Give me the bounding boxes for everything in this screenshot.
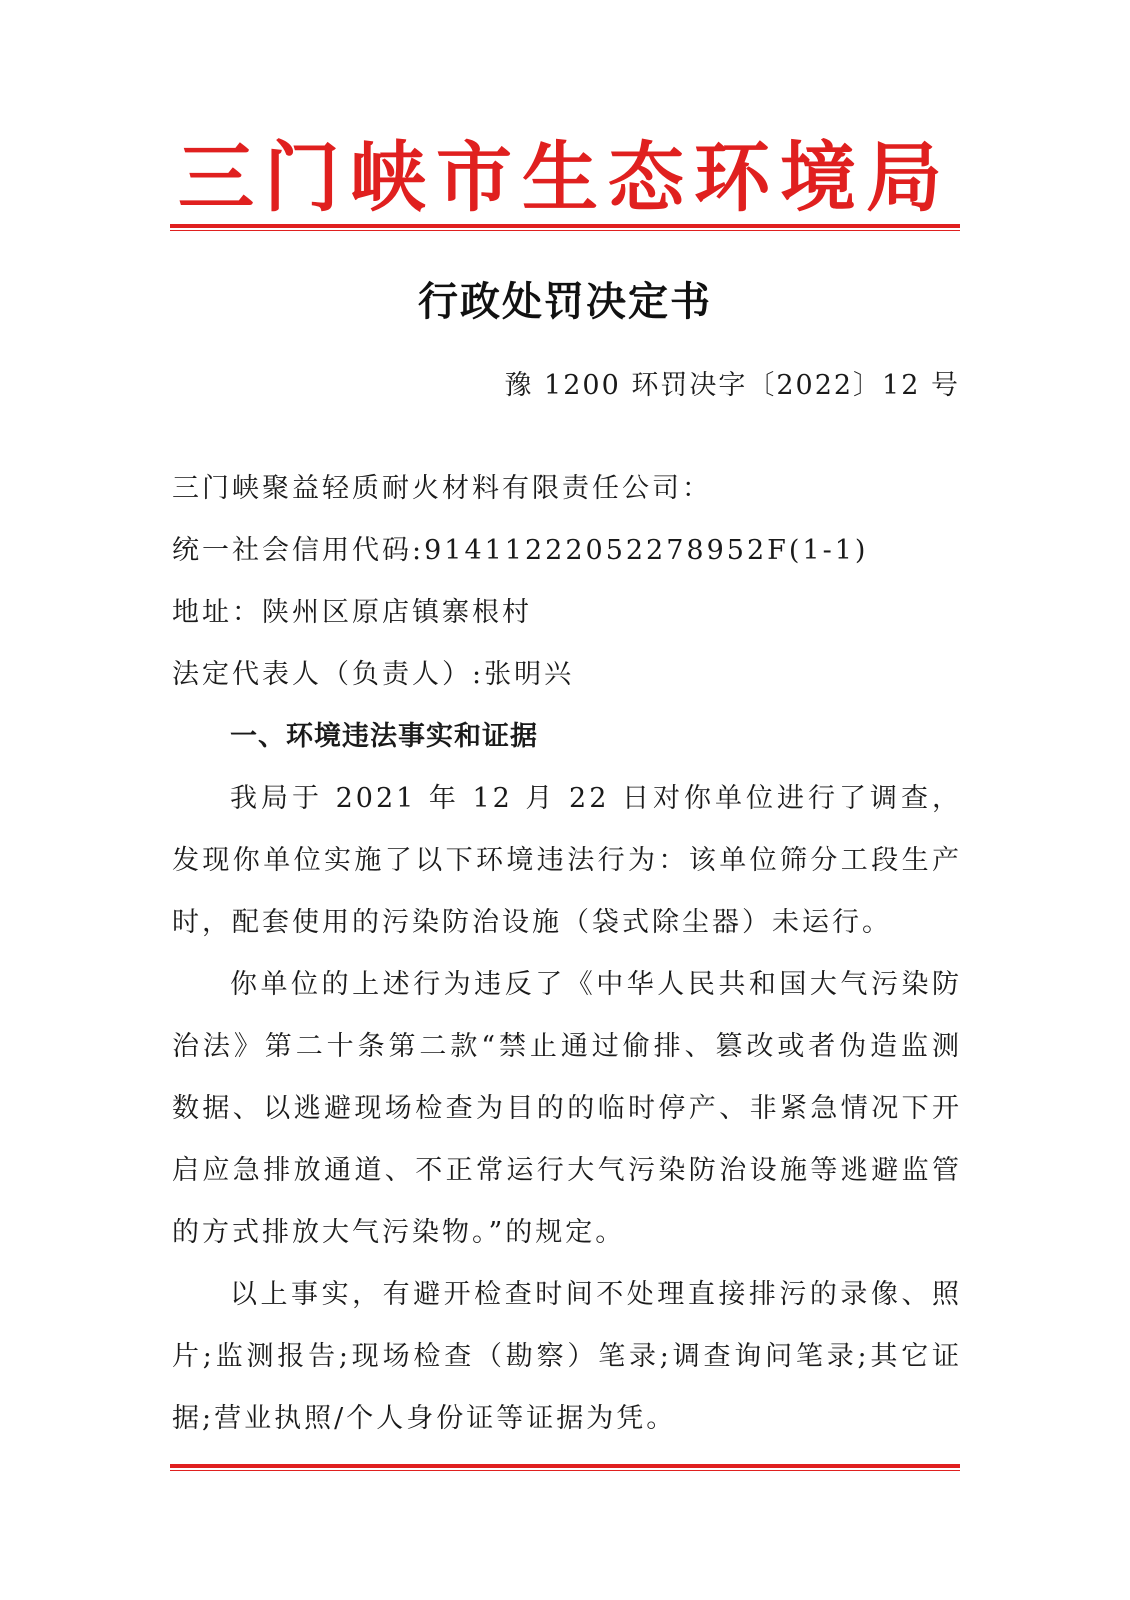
legal-representative: 法定代表人（负责人）:张明兴 (172, 659, 575, 690)
document-title: 行政处罚决定书 (418, 279, 712, 325)
document-body (172, 458, 962, 1450)
section-heading: 一、环境违法事实和证据 (230, 721, 538, 752)
paragraph-evidence: 以上事实，有避开检查时间不处理直接排污的录像、照片;监测报告;现场检查（勘察）笔录;调查询问笔录;其它证据;营业执照/个人身份证等证据为凭。 (172, 1279, 962, 1434)
credit-code: 统一社会信用代码:91411222052278952F(1-1) (172, 535, 869, 566)
document-number: 豫 1200 环罚决字〔2022〕12 号 (504, 370, 960, 401)
party-address: 地址：陕州区原店镇寨根村 (172, 597, 532, 628)
paragraph-investigation: 我局于 2021 年 12 月 22 日对你单位进行了调查，发现你单位实施了以下环境违法行为：该单位筛分工段生产时，配套使用的污染防治设施（袋式除尘器）未运行。 (172, 783, 962, 938)
paragraph-violation: 你单位的上述行为违反了《中华人民共和国大气污染防治法》第二十条第二款“禁止通过偷排、篡改或者伪造监测数据、以逃避现场检查为目的的临时停产、非紧急情况下开启应急排放通道、不正常运行大气污染防治设施等逃避监管的方式排放大气污染物。”的规定。 (172, 969, 962, 1248)
bottom-red-rule (170, 1464, 960, 1471)
party-name: 三门峡聚益轻质耐火材料有限责任公司： (172, 473, 712, 504)
issuer-name: 三门峡市生态环境局 (178, 133, 952, 222)
top-red-rule (170, 224, 960, 231)
